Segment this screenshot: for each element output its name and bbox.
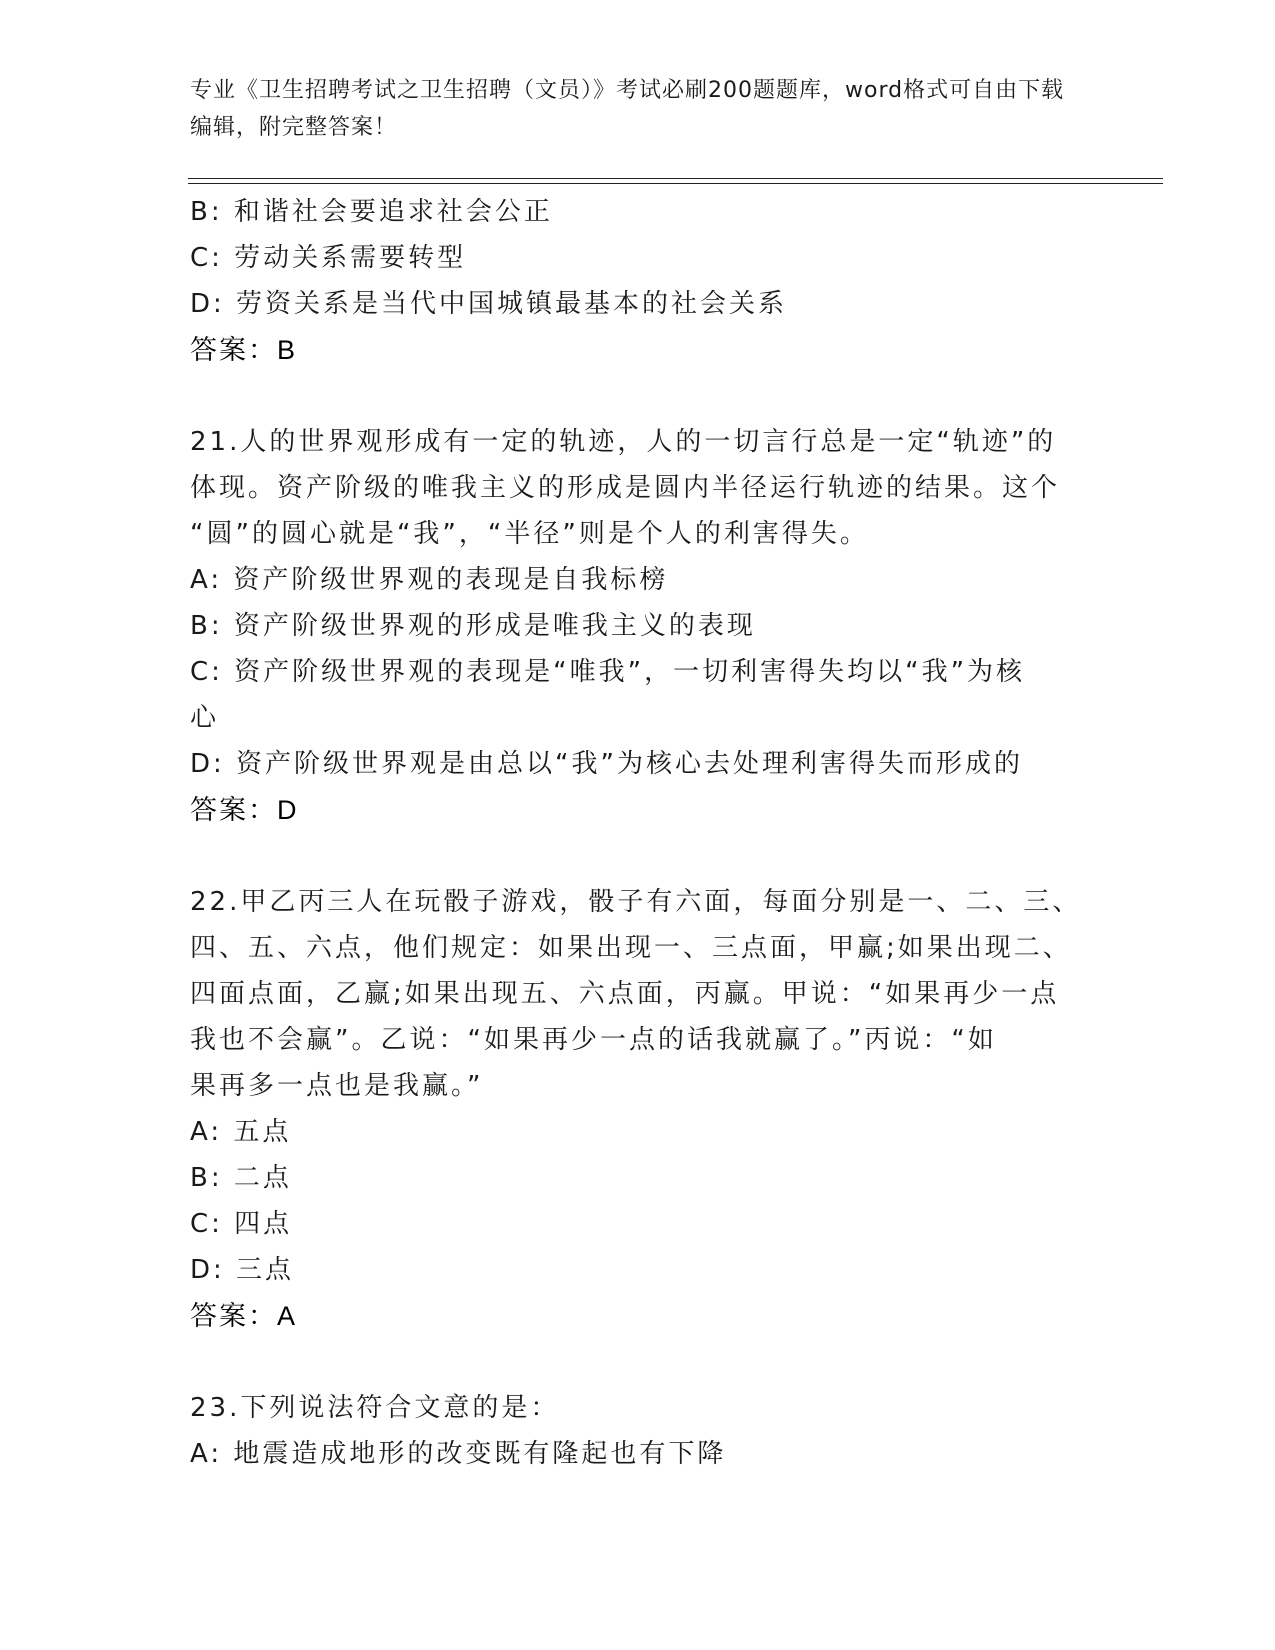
- option-c: C: 劳动关系需要转型: [190, 243, 467, 273]
- option-a: A: 五点: [190, 1117, 292, 1147]
- header-divider-bottom: [188, 183, 1163, 184]
- answer-line: 答案：A: [190, 1301, 298, 1331]
- option-a: A: 资产阶级世界观的表现是自我标榜: [190, 565, 669, 595]
- spacer: [190, 1339, 1090, 1385]
- question-text-line: 体现。资产阶级的唯我主义的形成是圆内半径运行轨迹的结果。这个: [190, 473, 1061, 503]
- question-block-23: [190, 1385, 1090, 1477]
- question-text-line: 四、五、六点，他们规定：如果出现一、三点面，甲赢;如果出现二、: [190, 933, 1072, 963]
- answer-line: 答案：D: [190, 795, 299, 825]
- option-a: A: 地震造成地形的改变既有隆起也有下降: [190, 1439, 727, 1469]
- option-b: B: 资产阶级世界观的形成是唯我主义的表现: [190, 611, 756, 641]
- question-block-22: [190, 879, 1090, 1339]
- answer-line: 答案：B: [190, 335, 298, 365]
- document-body: [190, 189, 1090, 1477]
- document-header: [190, 72, 1080, 146]
- question-text-line: 22.甲乙丙三人在玩骰子游戏，骰子有六面，每面分别是一、二、三、: [190, 887, 1082, 917]
- spacer: [190, 373, 1090, 419]
- question-text-line: “圆”的圆心就是“我”，“半径”则是个人的利害得失。: [190, 519, 869, 549]
- spacer: [190, 833, 1090, 879]
- option-d: D: 三点: [190, 1255, 295, 1285]
- question-text-line: 21.人的世界观形成有一定的轨迹，人的一切言行总是一定“轨迹”的: [190, 427, 1057, 457]
- option-c: C: 四点: [190, 1209, 293, 1239]
- question-text-line: 果再多一点也是我赢。”: [190, 1071, 484, 1101]
- question-text-line: 23.下列说法符合文意的是：: [190, 1393, 560, 1423]
- question-text-line: 四面点面，乙赢;如果出现五、六点面，丙赢。甲说：“如果再少一点: [190, 979, 1060, 1009]
- option-c-continuation: 心: [190, 703, 220, 733]
- option-d: D: 劳资关系是当代中国城镇最基本的社会关系: [190, 289, 788, 319]
- option-d: D: 资产阶级世界观是由总以“我”为核心去处理利害得失而形成的: [190, 749, 1023, 779]
- question-block-20: [190, 189, 1090, 373]
- option-b: B: 和谐社会要追求社会公正: [190, 197, 553, 227]
- option-c: C: 资产阶级世界观的表现是“唯我”，一切利害得失均以“我”为核: [190, 657, 1026, 687]
- header-divider-top: [188, 178, 1163, 179]
- option-b: B: 二点: [190, 1163, 292, 1193]
- question-block-21: [190, 419, 1090, 833]
- header-title: 专业《卫生招聘考试之卫生招聘（文员）》考试必刷200题题库，word格式可自由下载编辑，附完整答案！: [190, 78, 1065, 140]
- question-text-line: 我也不会赢”。乙说：“如果再少一点的话我就赢了。”丙说：“如: [190, 1025, 997, 1055]
